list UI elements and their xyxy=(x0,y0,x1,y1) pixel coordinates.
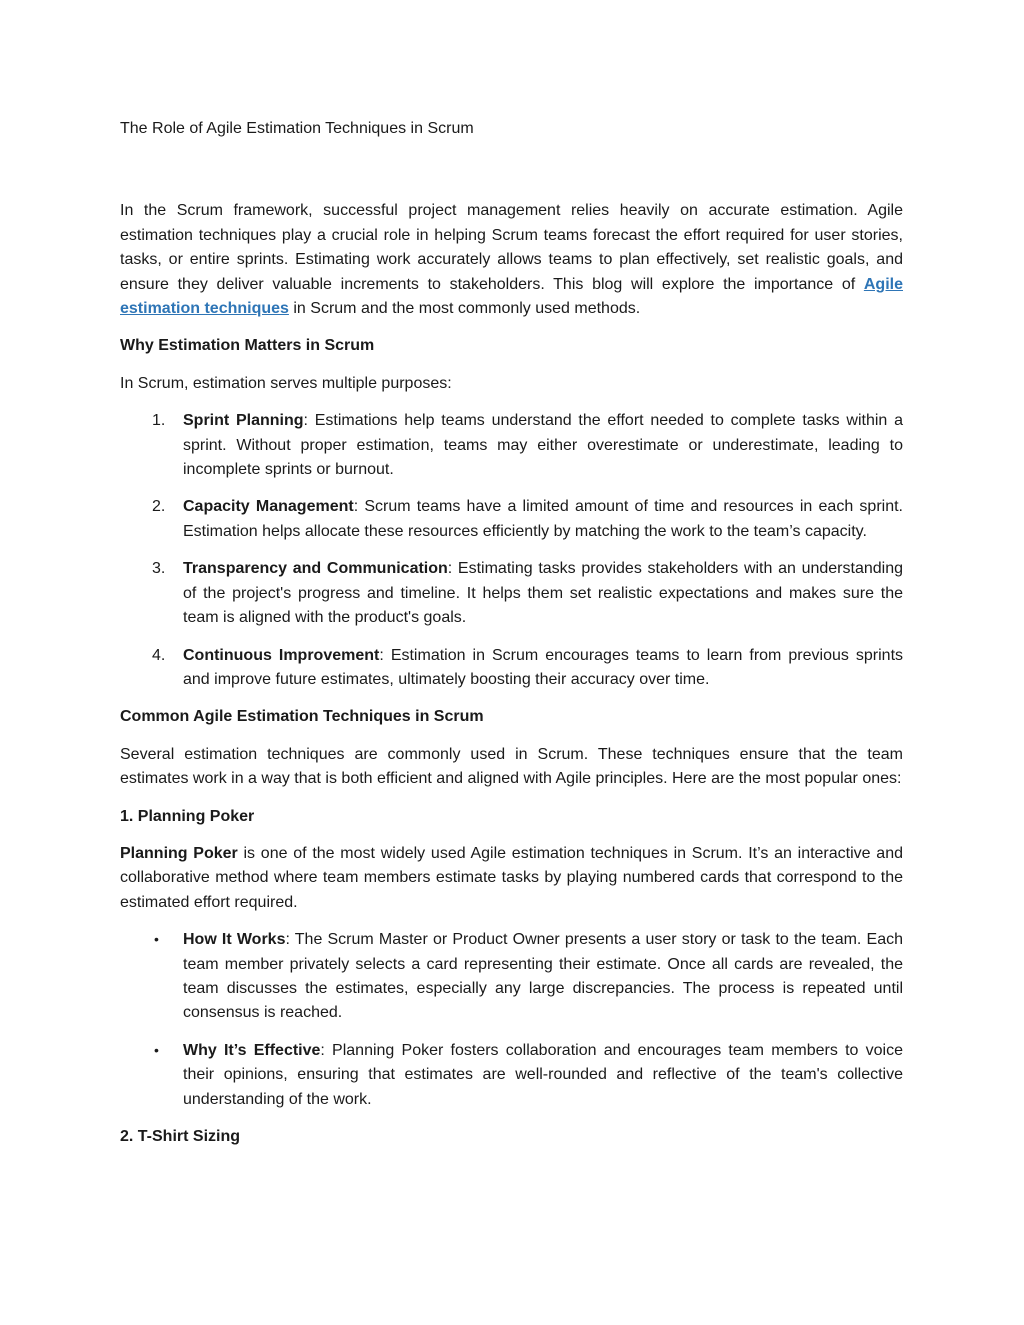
list-number: 1. xyxy=(152,412,166,430)
heading-planning-poker: 1. Planning Poker xyxy=(120,807,255,825)
agile-estimation-techniques-link[interactable]: Agile estimation techniques xyxy=(120,275,903,318)
bullet-icon: • xyxy=(154,931,159,948)
intro-text-before-link: In the Scrum framework, successful project management relies heavily on accurate estimation. Agile estimation techniques play a crucial role in helping Scrum teams forecast the effort required for user stories, tasks, or entire sprints. Estimating work accurately allows teams to plan effectively, set realistic goals, and ensure they deliver valuable increments to stakeholders. This blog will explore the importance of xyxy=(120,202,903,293)
intro-text-after-link: in Scrum and the most commonly used methods. xyxy=(288,300,641,318)
numbered-list-item-transparency-communication xyxy=(120,557,903,630)
bullet-item-why-its-effective xyxy=(120,1039,903,1112)
numbered-list-item-continuous-improvement xyxy=(120,644,903,693)
intro-paragraph xyxy=(120,199,903,321)
list-number: 4. xyxy=(152,646,166,664)
bullet-item-text: : The Scrum Master or Product Owner presents a user story or task to the team. Each team member privately selects a card representing their estimate. Once all cards are revealed, the team discusses the estimates, especially any large discrepancies. The process is repeated until consensus is reached. xyxy=(183,931,904,1022)
bullet-list xyxy=(120,928,903,1112)
heading-why-estimation-matters: Why Estimation Matters in Scrum xyxy=(120,337,375,355)
list-item-lead: Transparency and Communication xyxy=(183,560,448,578)
numbered-list xyxy=(120,409,903,692)
bullet-icon: • xyxy=(154,1041,159,1058)
list-item-text: : Estimating tasks provides stakeholders with an understanding of the project's progress and timeline. It helps them set realistic expectations and makes sure the team is aligned with the product's goals. xyxy=(183,560,903,627)
heading-tshirt-sizing: 2. T-Shirt Sizing xyxy=(120,1128,241,1145)
list-item-text: : Estimations help teams understand the effort needed to complete tasks within a sprint. Without proper estimation, teams may either overestimate or underestimate, leading to incomplete sprints or burnout. xyxy=(183,412,903,479)
planning-poker-paragraph-text: is one of the most widely used Agile estimation techniques in Scrum. It’s an interactive and collaborative method where team members estimate tasks by playing numbered cards that correspond to the estimated effort required. xyxy=(120,844,903,911)
why-lead-in-paragraph: In Scrum, estimation serves multiple purposes: xyxy=(120,374,452,392)
bullet-item-how-it-works xyxy=(120,928,903,1026)
common-techniques-paragraph: Several estimation techniques are commonly used in Scrum. These techniques ensure that the team estimates work in a way that is both efficient and aligned with Agile principles. Here are the most popular ones: xyxy=(120,745,903,788)
numbered-list-item-sprint-planning xyxy=(120,409,903,482)
list-number: 2. xyxy=(152,498,166,516)
planning-poker-paragraph xyxy=(120,842,903,915)
planning-poker-paragraph-lead: Planning Poker xyxy=(120,844,238,862)
document-title: The Role of Agile Estimation Techniques in Scrum xyxy=(120,120,474,137)
list-item-lead: Sprint Planning xyxy=(183,412,304,430)
heading-common-techniques: Common Agile Estimation Techniques in Scrum xyxy=(120,708,484,726)
list-item-text: : Estimation in Scrum encourages teams to learn from previous sprints and improve future estimates, ultimately boosting their accuracy over time. xyxy=(183,646,904,688)
bullet-item-lead: Why It’s Effective xyxy=(183,1041,321,1059)
list-item-lead: Capacity Management xyxy=(183,498,354,516)
list-item-text: : Scrum teams have a limited amount of time and resources in each sprint. Estimation helps allocate these resources efficiently by matching the work to the team’s capacity. xyxy=(183,498,904,540)
bullet-item-lead: How It Works xyxy=(183,931,286,949)
list-number: 3. xyxy=(152,560,166,578)
numbered-list-item-capacity-management xyxy=(120,495,903,544)
bullet-item-text: : Planning Poker fosters collaboration and encourages team members to voice their opinions, ensuring that estimates are well-rounded and reflective of the team's collective understanding of the work. xyxy=(183,1041,903,1108)
list-item-lead: Continuous Improvement xyxy=(183,646,380,664)
